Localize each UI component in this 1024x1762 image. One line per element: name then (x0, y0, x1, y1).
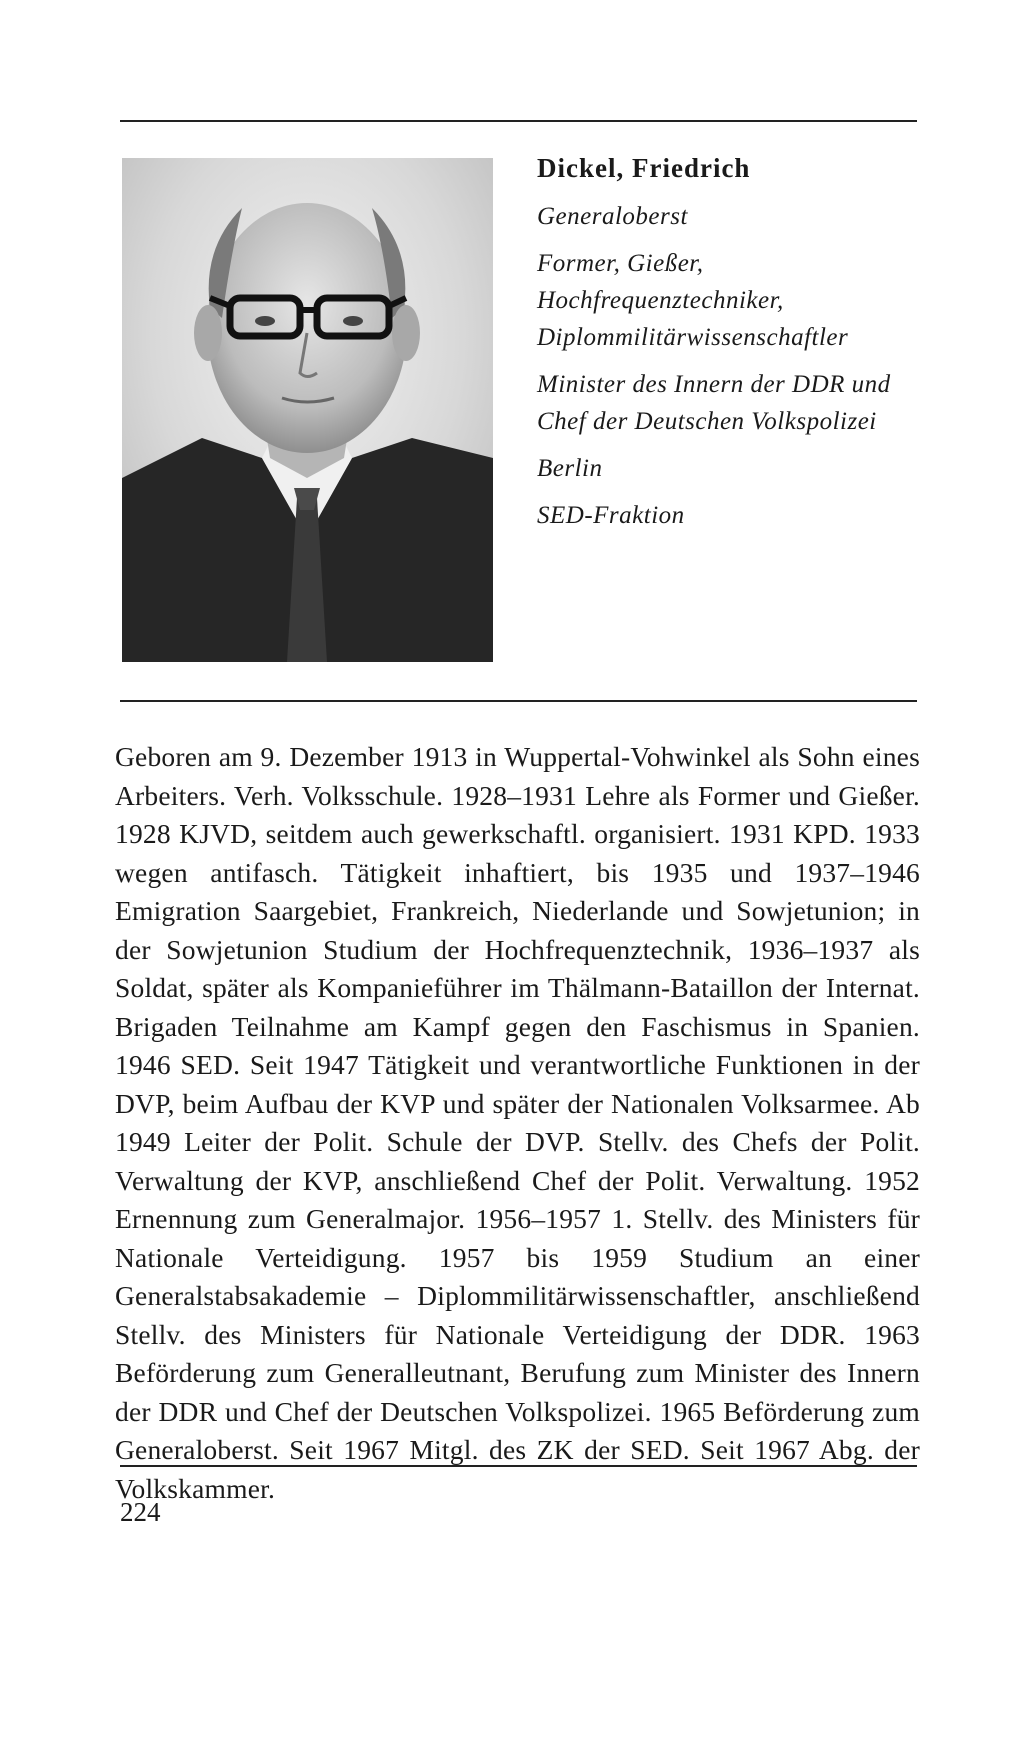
person-faction: SED-Fraktion (537, 502, 685, 529)
top-divider (120, 120, 917, 122)
middle-divider (120, 700, 917, 702)
person-city: Berlin (537, 455, 603, 482)
person-name: Dickel, Friedrich (537, 153, 751, 183)
person-office: Minister des Innern der DDR und Chef der Deutschen Volkspolizei (537, 371, 891, 435)
portrait-image (122, 158, 493, 662)
biography-text: Geboren am 9. Dezember 1913 in Wuppertal-Vohwinkel als Sohn eines Arbeiters. Verh. Volksschule. 1928–1931 Lehre als Former und Gießer. 1928 KJVD, seitdem auch gewerkschaftl. organisiert. 1931 KPD. 1933 wegen antifasch. Tätigkeit inhaftiert, bis 1935 und 1937–1946 Emigration Saargebiet, Frankreich, Niederlande und Sowjetunion; in der Sowjetunion Studium der Hochfrequenztechnik, 1936–1937 als Soldat, später als Kompanieführer im Thälmann-Bataillon der Internat. Brigaden Teilnahme am Kampf gegen den Faschismus in Spanien. 1946 SED. Seit 1947 Tätigkeit und verantwortliche Funktionen in der DVP, beim Aufbau der KVP und später der Nationalen Volksarmee. Ab 1949 Leiter der Polit. Schule der DVP. Stellv. des Chefs der Polit. Verwaltung der KVP, anschließend Chef der Polit. Verwaltung. 1952 Ernennung zum Generalmajor. 1956–1957 1. Stellv. des Ministers für Nationale Verteidigung. 1957 bis 1959 Studium an einer Generalstabsakademie – Diplommilitärwissenschaftler, anschließend Stellv. des Ministers für Nationale Verteidigung der DDR. 1963 Beförderung zum Generalleutnant, Berufung zum Minister des Innern der DDR und Chef der Deutschen Volkspolizei. 1965 Beförderung zum Generaloberst. Seit 1967 Mitgl. des ZK der SED. Seit 1967 Abg. der Volkskammer. (115, 741, 920, 1504)
page-number: 224 (120, 1497, 161, 1527)
bottom-divider (120, 1465, 917, 1467)
person-professions: Former, Gießer, Hochfrequenztechniker, Diplommilitärwissenschaftler (537, 250, 849, 351)
portrait-photo (122, 158, 493, 662)
person-rank: Generaloberst (537, 203, 688, 230)
entry-header (537, 150, 927, 544)
